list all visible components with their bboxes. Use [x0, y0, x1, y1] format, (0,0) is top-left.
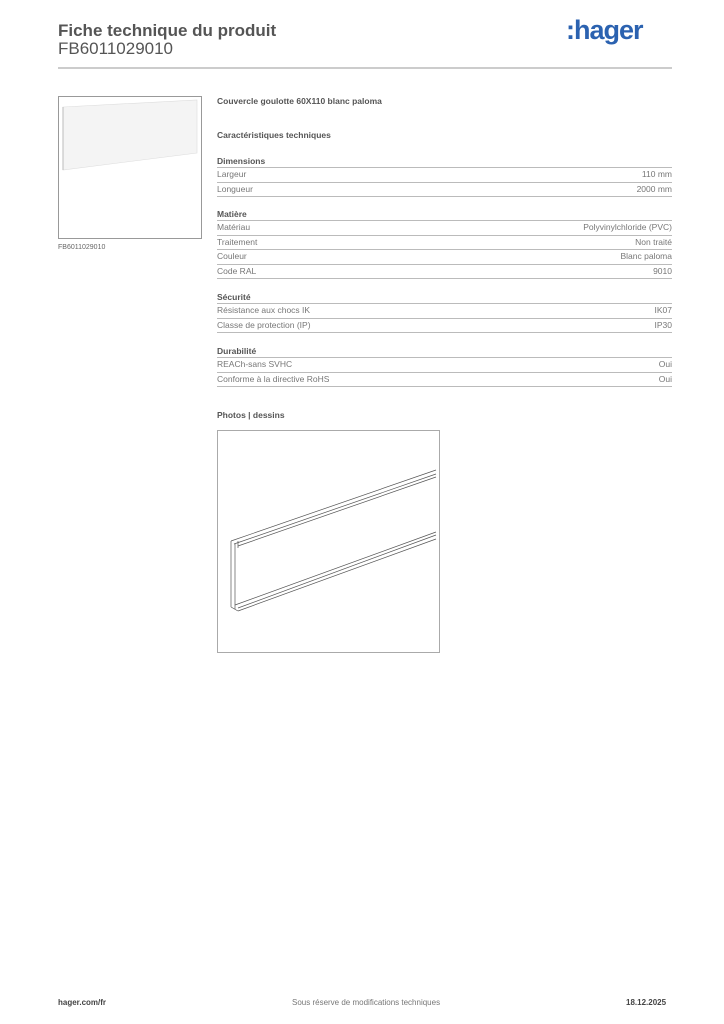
- spec-label: Matériau: [217, 222, 251, 232]
- photos-heading: Photos | dessins: [217, 410, 285, 420]
- tech-heading: Caractéristiques techniques: [217, 130, 331, 140]
- section-durabilite: [217, 346, 672, 387]
- section-title: Dimensions: [217, 156, 672, 168]
- section-dimensions: [217, 156, 672, 197]
- spec-value: 110 mm: [641, 169, 672, 179]
- footer-notice: Sous réserve de modifications techniques: [292, 998, 441, 1007]
- product-code: FB6011029010: [58, 39, 174, 58]
- spec-label: Classe de protection (IP): [217, 319, 311, 330]
- spec-value: IK07: [654, 305, 672, 315]
- spec-value: Oui: [658, 359, 672, 369]
- spec-value: Blanc paloma: [620, 251, 672, 261]
- spec-row: [217, 265, 672, 280]
- spec-row: [217, 250, 672, 265]
- section-title: Matière: [217, 209, 672, 221]
- product-drawing: [217, 430, 440, 653]
- spec-value: Oui: [658, 373, 672, 384]
- spec-label: Traitement: [217, 236, 258, 247]
- spec-row: [217, 319, 672, 334]
- spec-row: [217, 221, 672, 236]
- spec-value: 2000 mm: [636, 183, 672, 194]
- spec-row: [217, 373, 672, 388]
- spec-value: Polyvinylchloride (PVC): [583, 222, 672, 232]
- spec-value: IP30: [654, 319, 672, 330]
- spec-label: REACh-sans SVHC: [217, 359, 293, 369]
- section-title: Sécurité: [217, 292, 672, 304]
- product-name: Couvercle goulotte 60X110 blanc paloma: [217, 96, 382, 106]
- spec-value: Non traité: [635, 236, 672, 247]
- spec-label: Conforme à la directive RoHS: [217, 373, 330, 384]
- spec-value: 9010: [653, 265, 672, 276]
- spec-row: [217, 304, 672, 319]
- header-divider: [58, 67, 672, 69]
- spec-label: Code RAL: [217, 265, 257, 276]
- spec-row: [217, 358, 672, 373]
- spec-row: [217, 168, 672, 183]
- footer-website[interactable]: hager.com/fr: [58, 998, 107, 1007]
- spec-row: [217, 183, 672, 198]
- thumbnail-caption: FB6011029010: [58, 244, 106, 251]
- product-thumbnail: [58, 96, 202, 239]
- section-matiere: [217, 209, 672, 279]
- section-securite: [217, 292, 672, 333]
- spec-label: Couleur: [217, 251, 247, 261]
- footer-date: 18.12.2025: [626, 998, 667, 1007]
- section-title: Durabilité: [217, 346, 672, 358]
- spec-label: Largeur: [217, 169, 247, 179]
- page-title: Fiche technique du produit: [58, 21, 277, 40]
- spec-label: Résistance aux chocs IK: [217, 305, 311, 315]
- spec-row: [217, 236, 672, 251]
- spec-label: Longueur: [217, 183, 253, 194]
- hager-logo: :hager: [566, 15, 643, 45]
